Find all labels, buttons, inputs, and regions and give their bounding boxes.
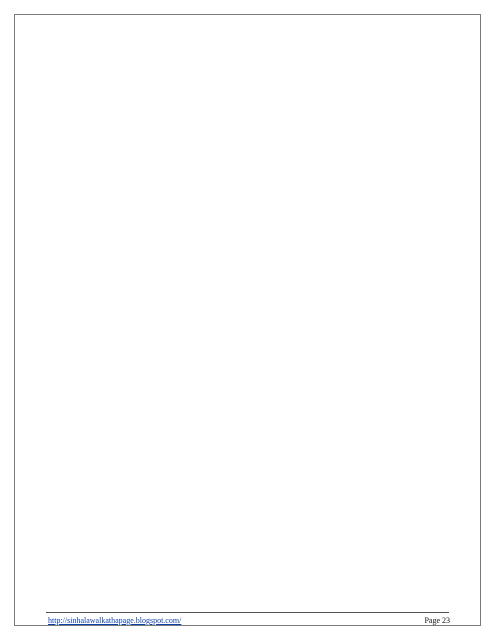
footer-site-link[interactable]: http://sinhalawalkathapage.blogspot.com/ xyxy=(48,616,182,625)
footer-rule xyxy=(46,612,449,613)
page-number: Page 23 xyxy=(424,616,450,625)
document-body xyxy=(46,29,449,577)
